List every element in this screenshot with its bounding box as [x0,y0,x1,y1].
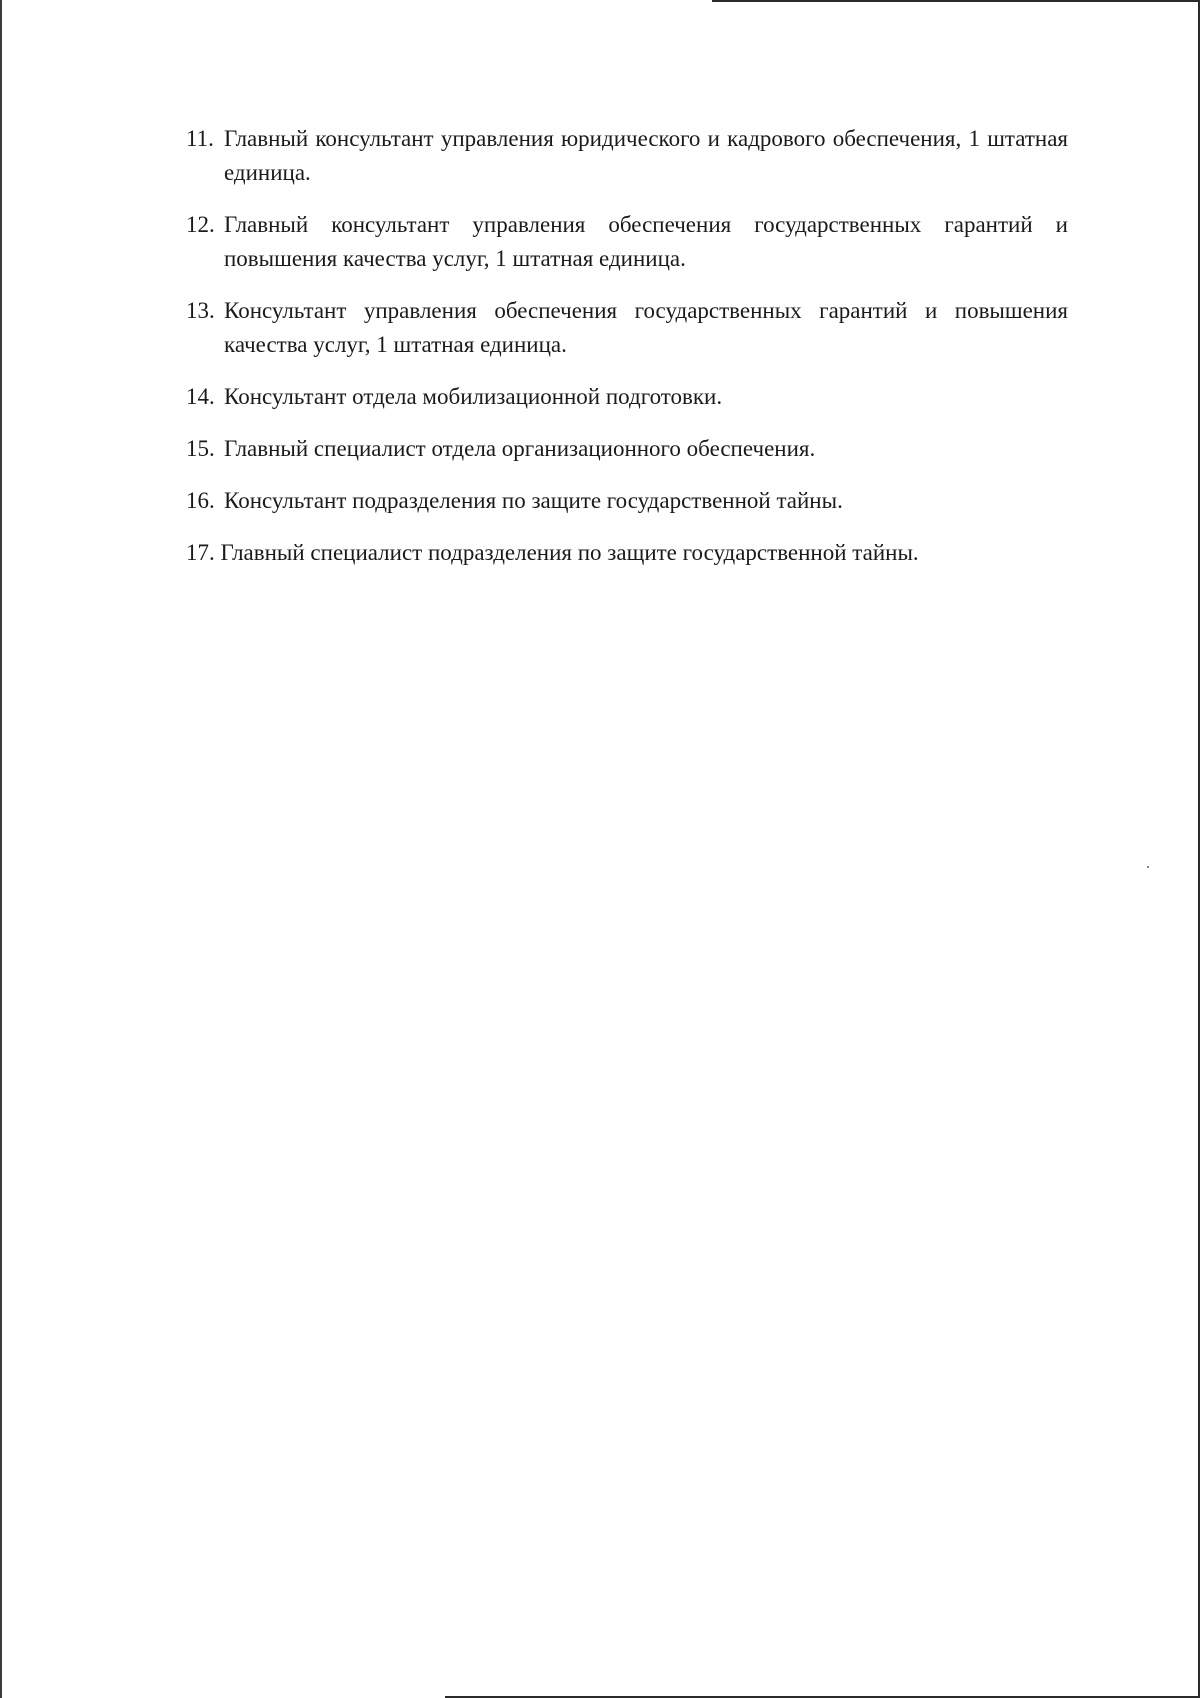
item-text: Главный консультант управления обеспечения государственных гарантий и повышения качества услуг, 1 штатная единица. [224,212,1068,271]
item-text: Главный консультант управления юридического и кадрового обеспечения, 1 штатная единица. [224,126,1068,185]
item-number: 12. [186,212,215,237]
item-number: 11. [186,126,214,151]
item-number: 16. [186,488,215,513]
list-item [186,122,1068,190]
list-item [186,432,1068,466]
list-item [186,536,1068,570]
scan-edge-left [0,0,2,1698]
list-item [186,294,1068,362]
item-number: 17. [186,540,221,565]
item-text: Главный специалист отдела организационного обеспечения. [224,436,816,461]
item-text: Консультант подразделения по защите государственной тайны. [224,488,843,513]
item-number: 14. [186,384,215,409]
scan-edge-top [712,0,1200,2]
position-list [186,122,1068,588]
item-number: 13. [186,298,215,323]
item-text: Консультант управления обеспечения государственных гарантий и повышения качества услуг, 1 штатная единица. [224,298,1068,357]
list-item [186,208,1068,276]
list-item [186,484,1068,518]
item-text: Консультант отдела мобилизационной подготовки. [224,384,723,409]
scan-speck [1147,866,1149,868]
item-number: 15. [186,436,215,461]
item-text: Главный специалист подразделения по защите государственной тайны. [220,540,919,565]
list-item [186,380,1068,414]
